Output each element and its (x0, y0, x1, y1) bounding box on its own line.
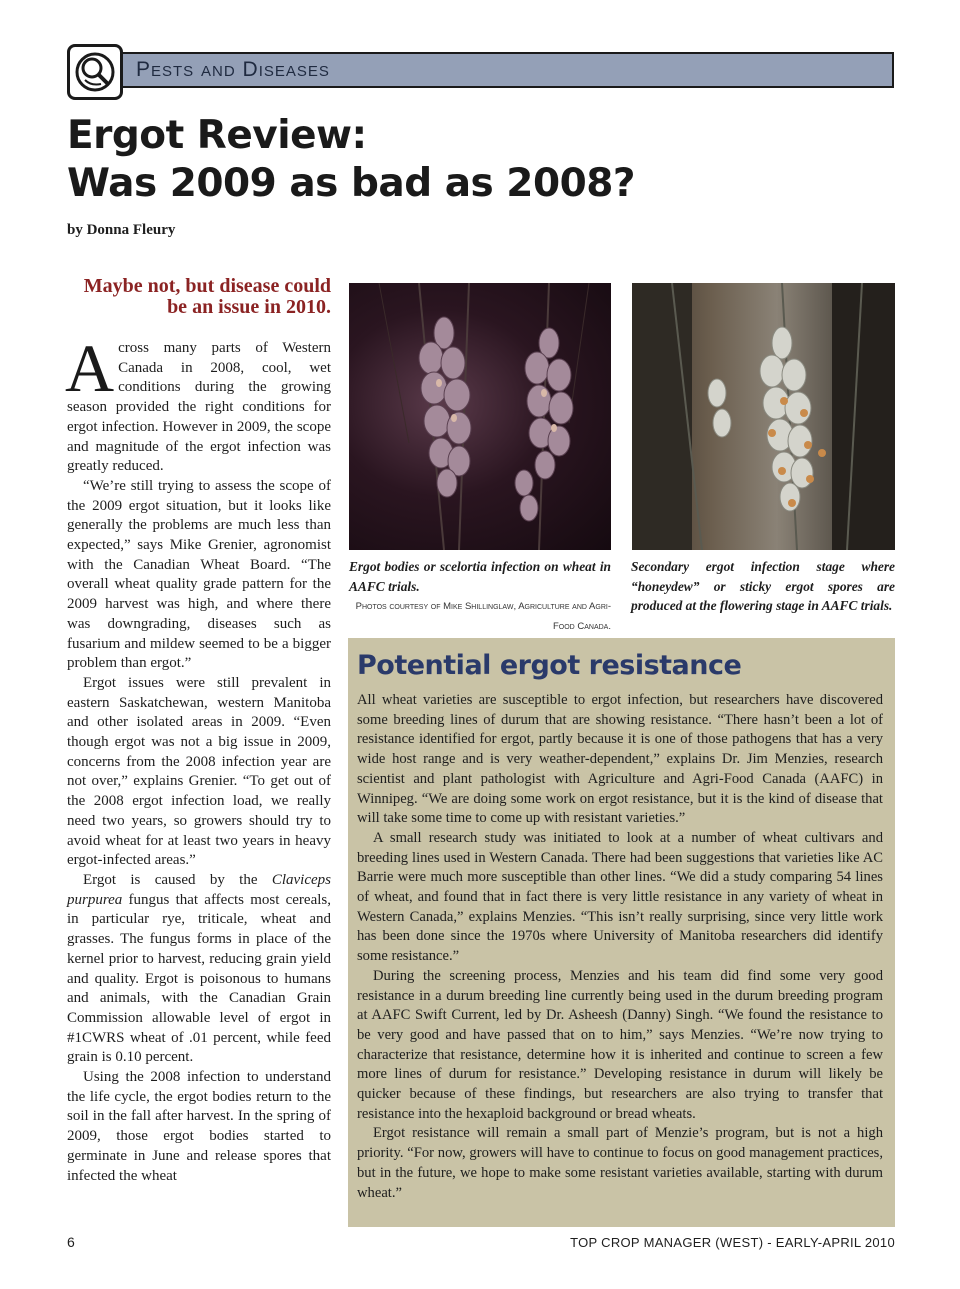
photo-credit: Photos courtesy of Mike Shillinglaw, Agriculture and Agri-Food Canada. (355, 601, 611, 632)
deck-subtitle: Maybe not, but disease could be an issue in 2010. (83, 275, 331, 318)
wheat-heads-illustration (349, 283, 611, 550)
publication-footer: TOP CROP MANAGER (WEST) - EARLY-APRIL 2010 (570, 1235, 895, 1250)
section-header-bar (118, 52, 894, 88)
photo-caption-2: Secondary ergot infection stage where “honeydew” or sticky ergot spores are produced at the flowering stage in AAFC trials. (631, 559, 895, 613)
section-label: Pests and Diseases (136, 58, 330, 81)
byline: by Donna Fleury (67, 222, 176, 238)
body-text: fungus that affects most cereals, in particular rye, triticale, wheat and grasses. The fungus forms in place of the kernel prior to harvest, reducing grain yield and quality. Ergot is poisonous to humans and animals, with the Canadian Grain Commission allowable level of ergot in #1CWRS wheat of .01 percent, while feed grain is 0.10 percent. (67, 891, 331, 1066)
sidebar-title: Potential ergot resistance (357, 650, 742, 681)
body-paragraph: “We’re still trying to assess the scope of the 2009 ergot situation, but it looks like generally the problems are much less than expected,” says Mike Grenier, agronomist with the Canadian Wheat Board. “The overall wheat quality grade pattern for the 2009 harvest was high, and where there was downgrading, diseases such as fusarium and mildew seemed to be a bigger problem than ergot.” (67, 477, 331, 672)
article-title-line1: Ergot Review: (67, 113, 367, 158)
sidebar-paragraph: All wheat varieties are susceptible to ergot infection, but researchers have discovered some breeding lines of durum that are showing resistance. “There hasn’t been a lot of resistance identified for ergot, partly because it is one of those pathogens that has a very wide host range and is very weather-dependent,” explains Dr. Jim Menzies, research scientist and plant pathologist with Agriculture and Agri-Food Canada (AAFC) in Winnipeg. “We are doing some work on ergot resistance, but it is the kind of disease that will take some time to come up with resistant varieties.” (357, 692, 883, 827)
photo-ergot-bodies (349, 283, 611, 550)
photo-caption-1: Ergot bodies or scelortia infection on wheat in AAFC trials. (349, 559, 611, 594)
sidebar-paragraph: A small research study was initiated to look at a number of wheat cultivars and breeding lines used in Western Canada. There had been suggestions that varieties like AC Barrie were much more susceptible than other lines. “We did a study comparing 54 lines of wheat, and found that in fact there is very little resistance in any variety of wheat in Western Canada,” explains Menzies. “This isn’t really surprising, since very little work has been done since the 1970s where University of Manitoba researchers did identify some resistance.” (357, 829, 883, 965)
sidebar-body (357, 691, 883, 1203)
article-title (67, 112, 887, 208)
sidebar-box (348, 638, 895, 1227)
body-text: Ergot is caused by the (83, 871, 272, 888)
wheat-honeydew-illustration (632, 283, 895, 550)
body-paragraph-text: cross many parts of Western Canada in 2008, cool, wet conditions during the growing season provided the right conditions for ergot infection. However in 2009, the scope and magnitude of the ergot infection was greatly reduced. (67, 340, 331, 475)
section-icon-frame (67, 44, 123, 100)
page-number: 6 (67, 1234, 75, 1250)
body-paragraph (65, 330, 331, 477)
bug-magnifier-icon (73, 50, 117, 94)
species-name: Claviceps purpurea (67, 871, 331, 908)
photo-honeydew-stage (632, 283, 895, 550)
body-paragraph (67, 871, 331, 1068)
sidebar-paragraph: During the screening process, Menzies and his team did find some very good resistance in a durum breeding line currently being used in the durum breeding program at AAFC Swift Current, led by Dr. Asheesh (Danny) Singh. “We found the resistance to be very good and have passed that on to him,” says Menzies. “We’re now trying to characterize that resistance, determine how it is inherited and continue to screen a few more lines of durum for resistance.” Developing resistance in durum will likely be quicker because of these findings, but researchers are also trying to transfer that resistance into the hexaploid background or bread wheats. (357, 967, 883, 1122)
sidebar-paragraph: Ergot resistance will remain a small part of Menzie’s program, but is not a high priority. “For now, growers will have to continue to focus on good management practices, but in the future, we hope to make some resistant varieties available, starting with durum wheat.” (357, 1125, 883, 1201)
body-paragraph: Using the 2008 infection to understand the life cycle, the ergot bodies return to the soil in the fall after harvest. In the spring of 2009, those ergot bodies started to germinate in June and release spores that infected the wheat (67, 1069, 331, 1184)
article-title-line2: Was 2009 as bad as 2008? (67, 161, 635, 206)
article-body (65, 330, 331, 1186)
drop-cap: A (65, 330, 115, 406)
body-paragraph: Ergot issues were still prevalent in eastern Saskatchewan, western Manitoba and other isolated areas in 2009. “Even though ergot was not a big issue in 2009, concerns from the 2008 infection year are not over,” explains Grenier. “To get out of the 2008 ergot infection load, we really need two years, so growers should try to avoid wheat for at least two years in heavy ergot-infected areas.” (67, 674, 331, 869)
